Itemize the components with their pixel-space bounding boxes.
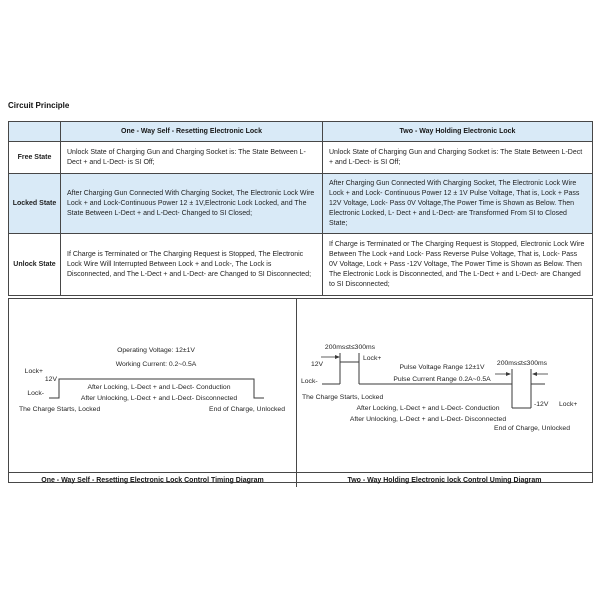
operating-voltage-label: Operating Voltage: 12±1V xyxy=(117,347,195,354)
unlock-state-two-way-text: If Charge is Terminated or The Charging Request is Stopped, Electronic Lock Wire Between The Lock +and Lock- Pass Reverse Pulse Voltage, That is, Lock- Pass 0V Voltage, Lock + Pass -12V Voltage, The Power Time is Shown as Below. Then The Electronic Lock is Disconnected, and The L-Dect + and L-Dect- are Changed to SI Disconnected; xyxy=(323,234,593,296)
pulse1-dim-arrow-left xyxy=(335,355,340,359)
after-unlocking-note: After Unlocking, L-Dect + and L-Dect- Disconnected xyxy=(349,416,507,423)
after-unlocking-note: After Unlocking, L-Dect + and L-Dect- Disconnected xyxy=(80,395,238,402)
header-empty-cell xyxy=(9,122,61,142)
two-way-diagram-caption: Two - Way Holding Electronic lock Control Uming Diagram xyxy=(297,472,592,487)
table-row-unlock-state xyxy=(9,234,593,296)
row-label-free-state: Free State xyxy=(9,142,61,174)
after-locking-note: After Locking, L-Dect + and L-Dect- Conduction xyxy=(356,405,500,412)
pulse1-duration-label: 200ms≤t≤300ms xyxy=(324,344,376,351)
free-state-one-way-text: Unlock State of Charging Gun and Charging Socket is: The State Between L-Dect + and L-Dect- is SI Off; xyxy=(61,142,323,174)
one-way-timing-diagram xyxy=(9,299,297,472)
page-title: Circuit Principle xyxy=(8,101,70,110)
twelve-volt-label: 12V xyxy=(311,361,324,368)
locked-state-two-way-text: After Charging Gun Connected With Charging Socket, The Electronic Lock Wire Lock + and Lock- Continuous Power 12 ± 1V Pulse Voltage, That is, Lock + Pass 12V Voltage, Lock- Pass 0V Voltage,The Power Time is Shown as Below. Then Electronic Locked, L- Dect + and L-Dect- are Transformed From SI to Closed State; xyxy=(323,174,593,234)
free-state-two-way-text: Unlock State of Charging Gun and Charging Socket is: The State Between L-Dect + and L-Dect- is SI Off; xyxy=(323,142,593,174)
lock-minus-label: Lock- xyxy=(301,378,318,385)
pulse2-duration-label: 200ms≤t≤300ms xyxy=(496,360,548,367)
end-of-charge-label: End of Charge, Unlocked xyxy=(209,406,285,413)
header-one-way: One - Way Self - Resetting Electronic Lock xyxy=(61,122,323,142)
pulse-current-range-label: Pulse Current Range 0.2A~0.5A xyxy=(393,376,491,383)
charge-starts-label: The Charge Starts, Locked xyxy=(302,394,384,401)
two-way-timing-diagram xyxy=(297,299,592,472)
one-way-waveform-svg xyxy=(9,299,297,467)
working-current-label: Working Current: 0.2~0.5A xyxy=(115,361,197,368)
after-locking-note: After Locking, L-Dect + and L-Dect- Conduction xyxy=(87,384,231,391)
row-label-unlock-state: Unlock State xyxy=(9,234,61,296)
neg-twelve-volt-label: -12V xyxy=(534,401,549,408)
lock-plus-label-2: Lock+ xyxy=(559,401,578,408)
table-header-row xyxy=(9,122,593,142)
unlock-state-one-way-text: If Charge is Terminated or The Charging Request is Stopped, The Electronic Lock Wire Will Interrupted Between Lock + and Lock-, The Lock is Disconnected, and The L-Dect + and L-Dect- are Changed to SI Disconnected; xyxy=(61,234,323,296)
one-way-diagram-caption: One - Way Self - Resetting Electronic Lock Control Timing Diagram xyxy=(9,472,297,487)
pulse2-dim-arrow-right xyxy=(532,372,537,376)
pulse2-dim-arrow-left xyxy=(506,372,511,376)
lock-plus-label: Lock+ xyxy=(24,368,43,375)
table-row-locked-state xyxy=(9,174,593,234)
pulse-voltage-range-label: Pulse Voltage Range 12±1V xyxy=(399,364,485,371)
timing-diagrams-panel xyxy=(8,298,593,483)
header-two-way: Two - Way Holding Electronic Lock xyxy=(323,122,593,142)
lock-plus-label-1: Lock+ xyxy=(363,355,382,362)
circuit-principle-table xyxy=(8,121,593,296)
end-of-charge-label: End of Charge, Unlocked xyxy=(494,425,570,432)
table-row-free-state xyxy=(9,142,593,174)
charge-starts-label: The Charge Starts, Locked xyxy=(19,406,101,413)
twelve-volt-label: 12V xyxy=(44,376,57,383)
locked-state-one-way-text: After Charging Gun Connected With Charging Socket, The Electronic Lock Wire Lock + and Lock-Continuous Power 12 ± 1V,Electronic Lock Locked, and The State Between L-Dect + and L-Dect- Changed to SI Closed; xyxy=(61,174,323,234)
row-label-locked-state: Locked State xyxy=(9,174,61,234)
lock-minus-label: Lock- xyxy=(27,390,44,397)
two-way-waveform-svg xyxy=(297,299,590,467)
